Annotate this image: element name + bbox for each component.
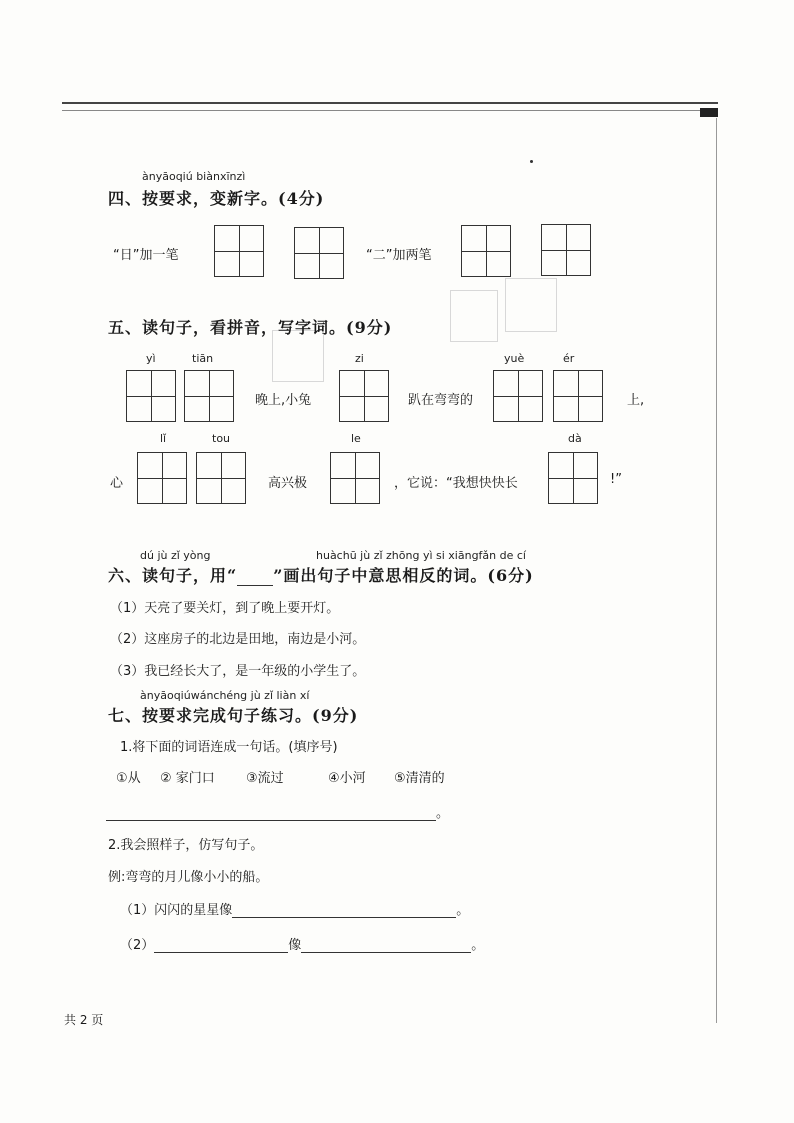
sentence-text: 晚上,小兔	[255, 393, 312, 408]
pinyin-label: ér	[563, 352, 575, 365]
writing-box[interactable]	[214, 225, 264, 277]
sentence-3[interactable]: （3）我已经长大了，是一年级的小学生了。	[110, 664, 366, 679]
writing-box[interactable]	[339, 370, 389, 422]
writing-box[interactable]	[196, 452, 246, 504]
word-option: ⑤清清的	[394, 771, 445, 786]
prompt-text: 像	[288, 938, 302, 953]
sentence-text: 高兴极	[268, 476, 308, 491]
sentence-text: 趴在弯弯的	[408, 393, 474, 408]
sec4-item2-label: “二”加两笔	[366, 248, 432, 263]
sentence-2[interactable]: （2）这座房子的北边是田地，南边是小河。	[110, 632, 366, 647]
answer-line-1	[106, 802, 449, 821]
sec4-item1-label: “日”加一笔	[113, 248, 179, 263]
pinyin-label: lǐ	[160, 432, 167, 445]
page-footer: 共 2 页	[64, 1013, 104, 1027]
word-option: ② 家门口	[160, 771, 215, 786]
sec6-title	[108, 563, 534, 586]
sec4-title: 四、按要求，变新字。(4分)	[108, 189, 325, 208]
word-option: ①从	[116, 771, 141, 786]
pinyin-label: tou	[212, 432, 231, 445]
writing-box[interactable]	[330, 452, 380, 504]
sentence-text: !”	[610, 472, 622, 487]
period: 。	[456, 903, 470, 918]
q1-instruction: 1.将下面的词语连成一句话。(填序号)	[120, 740, 338, 755]
pinyin-label: tiān	[192, 352, 214, 365]
sentence-text: 心	[110, 476, 124, 491]
q2-instruction: 2.我会照样子，仿写句子。	[108, 838, 264, 853]
pinyin-label: le	[351, 432, 361, 445]
sec6-title-b: ”画出句子中意思相反的词。(6分)	[273, 566, 534, 585]
writing-box[interactable]	[294, 227, 344, 279]
bleed-through-box	[505, 278, 557, 332]
pinyin-label: dà	[568, 432, 582, 445]
writing-box[interactable]	[553, 370, 603, 422]
sentence-text: 上,	[627, 393, 645, 408]
answer-blank[interactable]	[232, 903, 456, 918]
top-border-line-thin	[62, 110, 718, 111]
pinyin-label: yuè	[504, 352, 525, 365]
sec5-title: 五、读句子，看拼音，写字词。(9分)	[108, 318, 393, 337]
fold-line	[716, 118, 717, 1023]
writing-box[interactable]	[548, 452, 598, 504]
sec7-title: 七、按要求完成句子练习。(9分)	[108, 706, 359, 725]
writing-box[interactable]	[493, 370, 543, 422]
sec6-pinyin2: huàchū jù zǐ zhōng yì si xiāngfǎn de cí	[316, 549, 526, 562]
period: 。	[436, 806, 450, 821]
sec7-pinyin: ànyāoqiúwánchéng jù zǐ liàn xí	[140, 689, 310, 702]
bleed-through-box	[450, 290, 498, 342]
word-option: ③流过	[246, 771, 284, 786]
writing-box[interactable]	[184, 370, 234, 422]
example-sentence: 例:弯弯的月儿像小小的船。	[108, 870, 269, 885]
sec6-title-a: 六、读句子，用“	[108, 566, 238, 585]
word-option: ④小河	[328, 771, 366, 786]
sec4-pinyin: ànyāoqiú biànxīnzì	[142, 170, 246, 183]
pinyin-label: zi	[355, 352, 364, 365]
corner-mark	[700, 108, 718, 117]
writing-box[interactable]	[541, 224, 591, 276]
answer-line-2	[120, 899, 469, 918]
top-border-line	[62, 102, 718, 104]
ink-dot	[530, 160, 533, 163]
answer-line-3	[120, 934, 484, 953]
sentence-text: ，它说：“我想快快长	[394, 476, 518, 491]
prompt-text: （1）闪闪的星星像	[120, 903, 233, 918]
writing-box[interactable]	[126, 370, 176, 422]
writing-box[interactable]	[461, 225, 511, 277]
sec6-pinyin1: dú jù zǐ yòng	[140, 549, 211, 562]
writing-box[interactable]	[137, 452, 187, 504]
period: 。	[471, 938, 485, 953]
underline-marker	[237, 571, 273, 586]
prompt-text: （2）	[120, 938, 155, 953]
answer-blank[interactable]	[106, 806, 436, 821]
answer-blank[interactable]	[154, 938, 288, 953]
pinyin-label: yì	[146, 352, 156, 365]
sentence-1[interactable]: （1）天亮了要关灯，到了晚上要开灯。	[110, 601, 340, 616]
answer-blank[interactable]	[301, 938, 471, 953]
